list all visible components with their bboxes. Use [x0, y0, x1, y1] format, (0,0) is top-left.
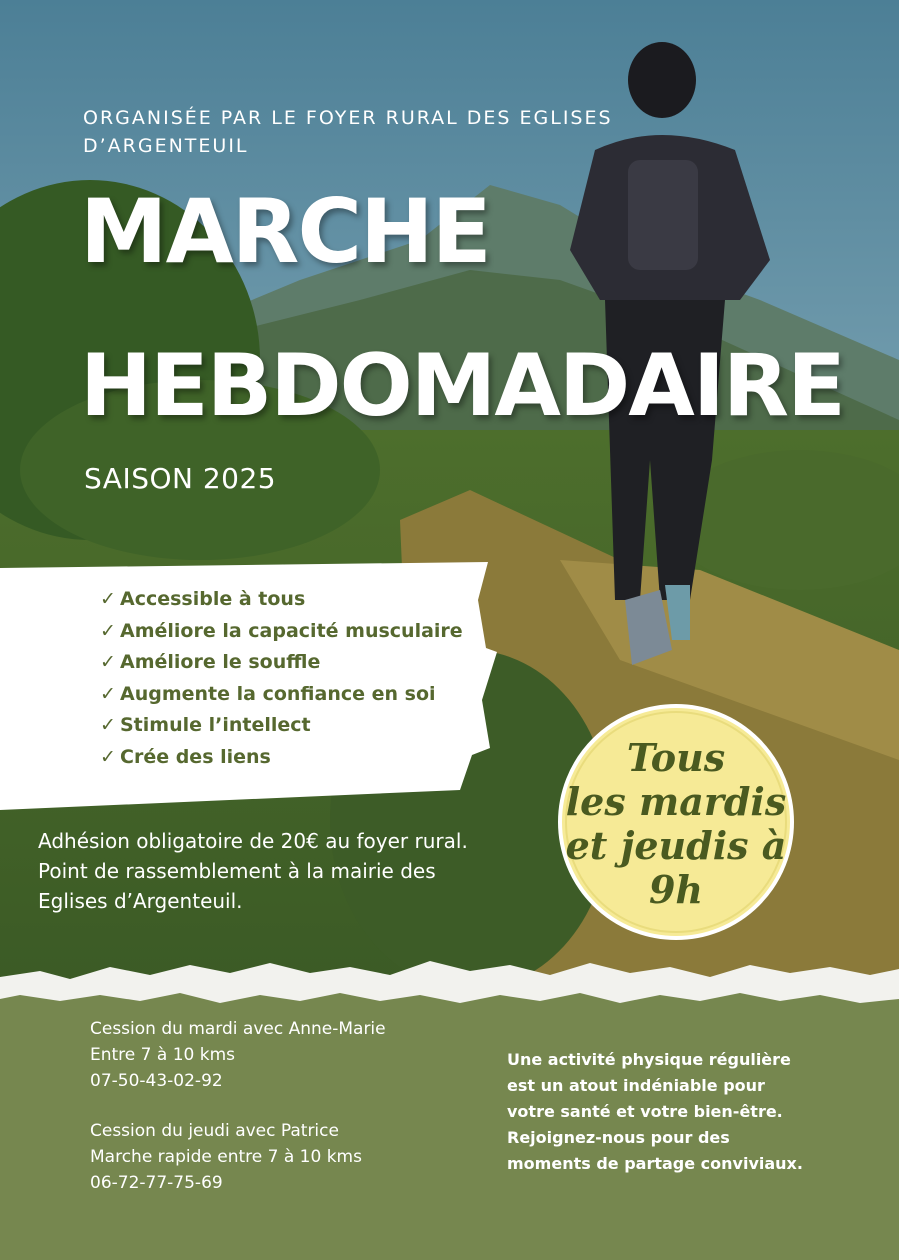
checkmark-icon: ✓	[100, 619, 116, 642]
info-line: Point de rassemblement à la mairie des	[38, 859, 436, 883]
checkmark-icon: ✓	[100, 714, 116, 737]
checkmark-icon: ✓	[100, 682, 116, 705]
thursday-session-title: Cession du jeudi avec Patrice	[90, 1121, 339, 1141]
promo-text: Une activité physique régulière est un atout indéniable pour votre santé et votre bien-être. Rejoignez-nous pour des moments de partage conviviaux.	[507, 1050, 803, 1173]
torn-paper-edge	[0, 955, 899, 1015]
benefit-item: ✓ Améliore la capacité musculaire	[100, 616, 463, 648]
sessions-info	[90, 1016, 386, 1196]
title-marche: MARCHE	[80, 180, 490, 283]
title-hebdomadaire: HEBDOMADAIRE	[80, 336, 844, 436]
benefit-item: ✓ Améliore le souffle	[100, 647, 463, 679]
tuesday-session-distance: Entre 7 à 10 kms	[90, 1045, 235, 1065]
info-line: Eglises d’Argenteuil.	[38, 889, 243, 913]
checkmark-icon: ✓	[100, 745, 116, 768]
checkmark-icon: ✓	[100, 651, 116, 674]
benefit-item: ✓ Augmente la confiance en soi	[100, 679, 463, 711]
benefit-item: ✓ Accessible à tous	[100, 584, 463, 616]
tuesday-session-title: Cession du mardi avec Anne-Marie	[90, 1019, 386, 1039]
thursday-session-distance: Marche rapide entre 7 à 10 kms	[90, 1147, 362, 1167]
membership-info	[38, 826, 508, 916]
checkmark-icon: ✓	[100, 588, 116, 610]
season-label: SAISON 2025	[84, 462, 277, 495]
organizer-line: ORGANISÉE PAR LE FOYER RURAL DES EGLISES D’ARGENTEUIL	[83, 107, 613, 157]
benefit-item: ✓ Stimule l’intellect	[100, 710, 463, 742]
schedule-text: Tous les mardis et jeudis à 9h	[565, 735, 787, 912]
info-line: Adhésion obligatoire de 20€ au foyer rural.	[38, 829, 468, 853]
benefit-item: ✓ Crée des liens	[100, 742, 463, 774]
thursday-session-phone: 06-72-77-75-69	[90, 1173, 223, 1193]
benefit-list	[100, 584, 463, 774]
tuesday-session-phone: 07-50-43-02-92	[90, 1071, 223, 1091]
